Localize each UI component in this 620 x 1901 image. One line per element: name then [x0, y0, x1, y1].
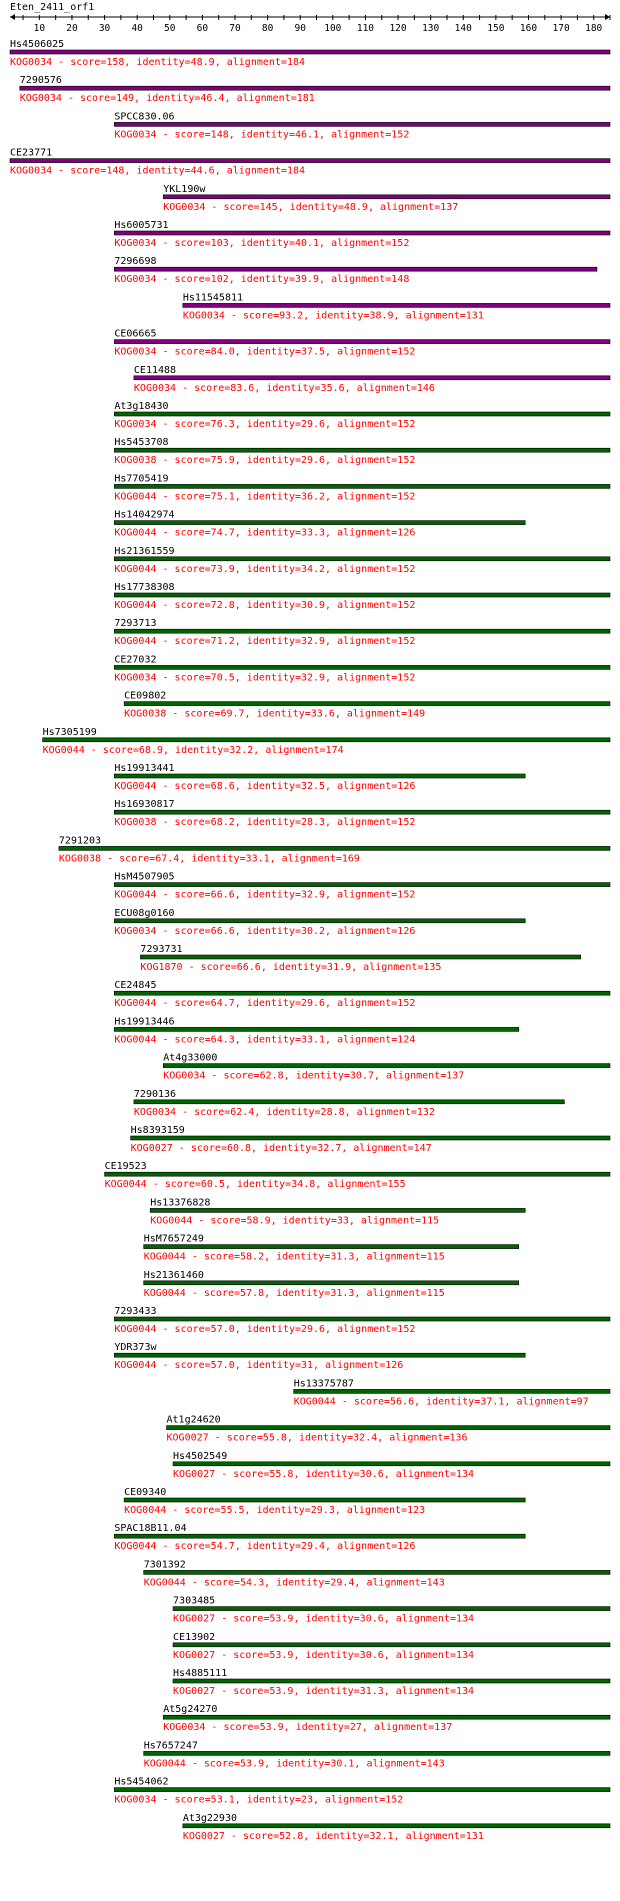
axis-tick-label: 20: [66, 23, 78, 34]
hit-bar: [167, 1426, 610, 1430]
hit-row: [114, 401, 610, 430]
hit-bar: [183, 1824, 610, 1828]
hit-name: Hs16930817: [114, 799, 175, 811]
hit-name: CE09802: [124, 690, 167, 702]
hit-name: HsM7657249: [143, 1233, 204, 1245]
hit-bar: [294, 1389, 610, 1393]
hit-name: Hs7705419: [114, 473, 169, 485]
hit-annotation: KOG0038 - score=75.9, identity=29.6, alignment=152: [114, 455, 416, 467]
hit-name: Hs8393159: [130, 1125, 185, 1136]
hit-annotation: KOG0034 - score=66.6, identity=30.2, alignment=126: [114, 925, 416, 937]
hit-annotation: KOG0034 - score=53.1, identity=23, alignment=152: [114, 1794, 404, 1806]
axis-tick-label: 40: [131, 23, 143, 34]
hit-annotation: KOG0027 - score=55.8, identity=32.4, alignment=136: [166, 1432, 468, 1444]
hit-annotation: KOG0038 - score=68.2, identity=28.3, alignment=152: [114, 817, 416, 829]
hit-name: 7303485: [173, 1595, 216, 1607]
hit-row: [20, 75, 610, 104]
hit-bar: [114, 448, 610, 452]
hit-bar: [173, 1462, 610, 1466]
hit-row: [144, 1234, 519, 1263]
hit-name: At3g22930: [182, 1812, 238, 1824]
axis-tick-label: 110: [356, 23, 375, 34]
hit-row: [114, 618, 610, 647]
hit-row: [124, 1487, 525, 1516]
hit-annotation: KOG0044 - score=64.3, identity=33.1, alignment=124: [114, 1034, 416, 1046]
hit-annotation: KOG0034 - score=53.9, identity=27, alignment=137: [163, 1722, 453, 1734]
hit-annotation: KOG0027 - score=53.9, identity=31.3, alignment=134: [173, 1686, 475, 1697]
hit-bar: [114, 991, 610, 995]
hit-name: Hs19913441: [114, 763, 175, 774]
hit-name: Hs7657247: [143, 1740, 198, 1752]
axis-tick-label: 60: [196, 23, 209, 34]
hit-bar: [173, 1607, 610, 1611]
hit-annotation: KOG0034 - score=76.3, identity=29.6, alignment=152: [114, 419, 416, 430]
axis-tick-label: 160: [519, 23, 538, 34]
hit-annotation: KOG0027 - score=52.8, identity=32.1, alignment=131: [182, 1830, 484, 1842]
hit-bar: [144, 1245, 519, 1249]
hit-row: [114, 329, 610, 358]
axis-tick-label: 130: [422, 23, 440, 34]
hit-annotation: KOG1870 - score=66.6, identity=31.9, alignment=135: [140, 962, 442, 973]
axis-tick-label: 10: [33, 23, 46, 34]
hit-row: [173, 1596, 610, 1625]
sequence-axis: [10, 14, 610, 34]
hit-bar: [183, 303, 610, 307]
hit-annotation: KOG0044 - score=72.8, identity=30.9, alignment=152: [114, 600, 416, 611]
hit-annotation: KOG0044 - score=75.1, identity=36.2, alignment=152: [114, 491, 416, 503]
hit-annotation: KOG0034 - score=62.8, identity=30.7, alignment=137: [163, 1070, 465, 1082]
hit-name: 7296698: [114, 256, 157, 268]
hit-bar: [150, 1208, 525, 1212]
hit-annotation: KOG0044 - score=57.0, identity=31, alignment=126: [114, 1360, 404, 1372]
hit-name: 7291203: [58, 835, 102, 847]
hit-row: [114, 1523, 525, 1552]
hit-annotation: KOG0044 - score=57.0, identity=29.6, alignment=152: [114, 1324, 416, 1335]
hit-bar: [20, 86, 610, 90]
hit-bar: [173, 1679, 610, 1683]
hit-row: [173, 1451, 610, 1480]
hit-annotation: KOG0034 - score=148, identity=44.6, alignment=184: [10, 165, 306, 177]
axis-tick-label: 50: [164, 23, 176, 34]
hit-name: YKL190w: [163, 183, 206, 195]
hit-bar: [114, 521, 525, 525]
hit-bar: [114, 340, 610, 344]
hit-name: CE23771: [10, 147, 53, 159]
hit-row: [124, 691, 610, 720]
hit-annotation: KOG0034 - score=83.6, identity=35.6, alignment=146: [133, 382, 435, 394]
hit-row: [134, 365, 610, 394]
hit-name: 7293433: [114, 1306, 157, 1317]
hit-name: CE27032: [114, 654, 157, 666]
hit-annotation: KOG0044 - score=60.5, identity=34.8, alignment=155: [104, 1179, 406, 1191]
hit-bar: [114, 810, 610, 814]
hit-name: Hs17738308: [114, 582, 175, 593]
hit-row: [144, 1559, 610, 1588]
hit-name: 7293713: [114, 618, 157, 630]
hit-annotation: KOG0027 - score=53.9, identity=30.6, alignment=134: [173, 1613, 475, 1625]
hit-row: [167, 1415, 610, 1444]
hit-row: [114, 582, 610, 611]
hit-bar: [131, 1136, 610, 1140]
hit-row: [163, 1704, 610, 1733]
hit-bar: [163, 1715, 610, 1719]
axis-tick-label: 30: [98, 23, 111, 34]
hit-row: [183, 1813, 610, 1842]
hit-name: CE11488: [133, 364, 177, 376]
hit-annotation: KOG0044 - score=58.2, identity=31.3, alignment=115: [143, 1251, 445, 1263]
hit-name: CE13902: [173, 1631, 216, 1643]
hit-annotation: KOG0027 - score=53.9, identity=30.6, alignment=134: [173, 1649, 475, 1661]
hit-row: [114, 111, 610, 140]
hit-bar: [114, 122, 610, 126]
hit-name: YDR373w: [114, 1342, 157, 1354]
hit-name: 7293731: [140, 944, 183, 955]
hit-bar: [114, 412, 610, 416]
hit-annotation: KOG0044 - score=68.9, identity=32.2, alignment=174: [42, 744, 344, 756]
hit-name: Hs21361559: [114, 545, 175, 557]
hit-row: [114, 1777, 610, 1806]
hit-row: [114, 510, 525, 539]
hit-bar: [43, 738, 610, 742]
hit-name: Hs13376828: [150, 1197, 211, 1209]
hit-bar: [140, 955, 580, 959]
hit-name: SPAC18B11.04: [114, 1523, 187, 1535]
hit-name: At4g33000: [163, 1052, 218, 1064]
hit-list: [10, 39, 610, 1842]
hit-row: [150, 1197, 525, 1226]
hit-row: [131, 1125, 610, 1154]
hit-name: Hs19913446: [114, 1016, 175, 1028]
axis-arrow-left-icon: [10, 14, 15, 20]
hit-annotation: KOG0034 - score=93.2, identity=38.9, alignment=131: [182, 310, 484, 322]
hit-name: Hs4506025: [10, 39, 65, 50]
hit-name: Hs5453708: [114, 437, 169, 449]
hit-row: [105, 1161, 610, 1190]
axis-tick-label: 120: [389, 23, 407, 34]
axis-tick-label: 80: [261, 23, 274, 34]
hit-name: CE09340: [124, 1487, 167, 1498]
hit-name: Hs7305199: [42, 726, 97, 738]
hit-row: [163, 184, 610, 213]
axis-tick-label: 180: [585, 23, 603, 34]
hit-row: [114, 763, 525, 792]
hit-name: At5g24270: [163, 1704, 218, 1716]
hit-annotation: KOG0044 - score=54.7, identity=29.4, alignment=126: [114, 1541, 416, 1553]
hit-name: Hs6005731: [114, 220, 169, 231]
hit-annotation: KOG0034 - score=103, identity=40.1, alignment=152: [114, 238, 410, 249]
hit-bar: [134, 376, 610, 380]
axis-tick-label: 150: [487, 23, 505, 34]
hit-annotation: KOG0044 - score=74.7, identity=33.3, alignment=126: [114, 527, 416, 539]
hit-row: [173, 1668, 610, 1697]
hit-name: ECU08g0160: [114, 907, 175, 919]
hit-bar: [114, 1534, 525, 1538]
query-title: Eten_2411_orf1: [10, 2, 95, 13]
hit-row: [10, 39, 610, 68]
hit-row: [183, 292, 610, 321]
hit-row: [294, 1378, 610, 1407]
hit-row: [114, 1342, 525, 1371]
hit-bar: [114, 629, 610, 633]
hit-row: [114, 1306, 610, 1335]
hit-row: [114, 654, 610, 683]
axis-tick-label: 70: [229, 23, 241, 34]
hit-annotation: KOG0044 - score=58.9, identity=33, alignment=115: [150, 1215, 440, 1227]
hit-annotation: KOG0038 - score=69.7, identity=33.6, alignment=149: [124, 708, 426, 720]
hit-row: [114, 799, 610, 828]
hit-bar: [144, 1751, 610, 1755]
axis-tick-label: 170: [552, 23, 570, 34]
hit-row: [10, 148, 610, 177]
hit-row: [134, 1089, 564, 1118]
hit-row: [144, 1270, 519, 1299]
hit-name: 7290576: [19, 75, 62, 87]
hit-name: HsM4507905: [114, 871, 175, 883]
hit-bar: [114, 1788, 610, 1792]
hit-row: [114, 220, 610, 249]
hit-bar: [163, 1064, 610, 1068]
hit-name: CE24845: [114, 980, 157, 992]
hit-row: [144, 1740, 610, 1769]
hit-row: [114, 980, 610, 1009]
axis-tick-label: 90: [294, 23, 306, 34]
hit-row: [173, 1632, 610, 1661]
hit-name: Hs13375787: [293, 1378, 354, 1390]
hit-name: 7290136: [133, 1088, 177, 1100]
hit-bar: [114, 484, 610, 488]
hit-bar: [114, 665, 610, 669]
hit-annotation: KOG0044 - score=73.9, identity=34.2, alignment=152: [114, 563, 416, 575]
hit-bar: [124, 1498, 525, 1502]
hit-name: Hs21361460: [143, 1269, 204, 1281]
hit-annotation: KOG0044 - score=53.9, identity=30.1, alignment=143: [143, 1758, 445, 1770]
hit-name: 7301392: [143, 1559, 186, 1571]
hit-bar: [10, 50, 610, 54]
hit-bar: [114, 267, 597, 271]
hit-row: [114, 437, 610, 466]
hit-name: Hs14042974: [114, 509, 175, 521]
hit-row: [114, 473, 610, 502]
hit-bar: [59, 846, 610, 850]
hit-bar: [114, 774, 525, 778]
hit-bar: [114, 231, 610, 235]
hit-row: [114, 872, 610, 901]
hit-bar: [114, 919, 525, 923]
axis-tick-label: 100: [324, 23, 342, 34]
hit-bar: [124, 702, 610, 706]
hit-row: [114, 256, 597, 285]
hit-row: [114, 908, 525, 937]
hit-annotation: KOG0044 - score=55.5, identity=29.3, alignment=123: [124, 1505, 426, 1516]
hit-annotation: KOG0034 - score=62.4, identity=28.8, alignment=132: [133, 1106, 435, 1118]
hit-annotation: KOG0027 - score=60.8, identity=32.7, alignment=147: [130, 1143, 432, 1154]
hit-bar: [114, 1353, 525, 1357]
hit-bar: [114, 1317, 610, 1321]
hit-annotation: KOG0044 - score=66.6, identity=32.9, alignment=152: [114, 889, 416, 901]
hit-name: At1g24620: [166, 1414, 221, 1426]
hit-bar: [105, 1172, 610, 1176]
hit-bar: [114, 557, 610, 561]
hit-bar: [144, 1281, 519, 1285]
hit-annotation: KOG0044 - score=64.7, identity=29.6, alignment=152: [114, 998, 416, 1010]
hit-bar: [10, 159, 610, 163]
hit-name: CE19523: [104, 1161, 147, 1173]
hit-annotation: KOG0034 - score=70.5, identity=32.9, alignment=152: [114, 672, 416, 684]
hit-row: [114, 1016, 518, 1045]
hit-row: [114, 546, 610, 575]
hit-annotation: KOG0044 - score=68.6, identity=32.5, alignment=126: [114, 781, 416, 792]
hit-annotation: KOG0044 - score=71.2, identity=32.9, alignment=152: [114, 636, 416, 648]
hit-name: Hs11545811: [182, 292, 244, 304]
hit-bar: [114, 593, 610, 597]
hit-name: CE06665: [114, 328, 157, 340]
hit-annotation: KOG0034 - score=145, identity=48.9, alignment=137: [163, 201, 459, 213]
hit-bar: [173, 1643, 610, 1647]
hit-annotation: KOG0044 - score=56.6, identity=37.1, alignment=97: [293, 1396, 589, 1408]
hit-annotation: KOG0038 - score=67.4, identity=33.1, alignment=169: [58, 853, 360, 865]
hit-bar: [114, 1027, 518, 1031]
hit-row: [43, 727, 610, 756]
hit-name: At3g18430: [114, 401, 169, 412]
hit-annotation: KOG0034 - score=84.0, identity=37.5, alignment=152: [114, 346, 416, 358]
hit-annotation: KOG0044 - score=54.3, identity=29.4, alignment=143: [143, 1577, 445, 1589]
hit-annotation: KOG0044 - score=57.8, identity=31.3, alignment=115: [143, 1287, 445, 1299]
hit-annotation: KOG0034 - score=102, identity=39.9, alignment=148: [114, 274, 410, 286]
hit-row: [163, 1053, 610, 1082]
hit-annotation: KOG0034 - score=158, identity=48.9, alignment=184: [10, 57, 306, 68]
hit-bar: [134, 1100, 564, 1104]
hit-row: [140, 944, 580, 973]
hit-annotation: KOG0027 - score=55.8, identity=30.6, alignment=134: [173, 1468, 475, 1480]
hit-name: Hs5454062: [114, 1776, 169, 1788]
hit-annotation: KOG0034 - score=148, identity=46.1, alignment=152: [114, 129, 410, 141]
hit-name: Hs4502549: [173, 1450, 228, 1462]
hit-bar: [114, 883, 610, 887]
hit-row: [59, 835, 610, 864]
hit-bar: [144, 1570, 610, 1574]
axis-arrow-right-icon: [605, 14, 610, 20]
hit-bar: [163, 195, 610, 199]
hit-annotation: KOG0034 - score=149, identity=46.4, alignment=181: [19, 93, 315, 105]
axis-tick-label: 140: [454, 23, 472, 34]
hit-name: Hs4885111: [173, 1668, 228, 1679]
hit-name: SPCC830.06: [114, 111, 175, 123]
